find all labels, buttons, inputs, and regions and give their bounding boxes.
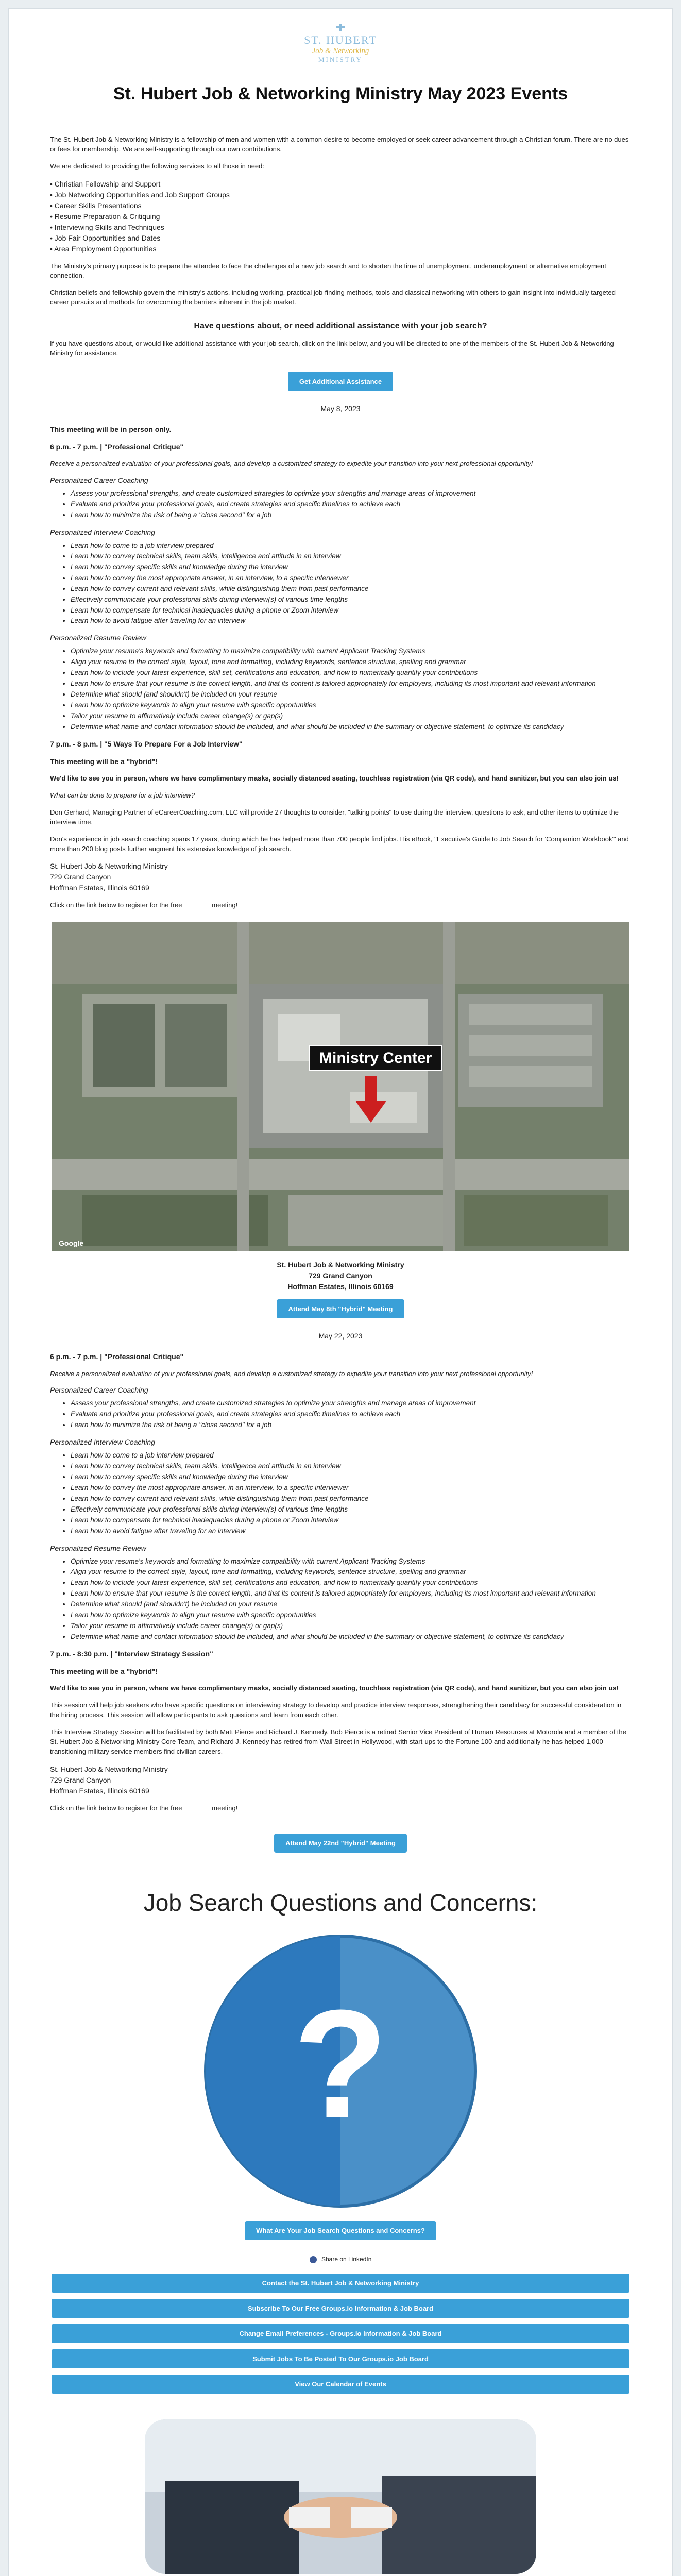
list-item: • Optimize your resume's keywords and formatting to maximize compatibility with current Applicant Tracking Systems (71, 1556, 631, 1567)
list-item: • Determine what should (and shouldn't) be included on your resume (71, 1599, 631, 1610)
cross-icon (330, 24, 351, 31)
attend-may22-button[interactable]: Attend May 22nd "Hybrid" Meeting (274, 1834, 407, 1853)
list-item: • Learn how to come to a job interview prepared (71, 1450, 631, 1461)
hybrid-description: We'd like to see you in person, where we have complimentary masks, socially distanced seating, touchless registration (via QR code), and hand sanitizer, but you can also join us! (50, 1684, 619, 1692)
venue-address (50, 1764, 631, 1797)
page-title: St. Hubert Job & Networking Ministry May 2023 Events (113, 84, 568, 104)
header (50, 9, 631, 74)
list-item: • Learn how to convey specific skills and knowledge during the interview (71, 562, 631, 573)
intro-paragraph-3: The Ministry's primary purpose is to prepare the attendee to face the challenges of a new job search and to shorten the time of unemployment, underemployment or alternative employment connection. (50, 262, 606, 280)
list-item: • Learn how to avoid fatigue after traveling for an interview (71, 616, 631, 626)
list-item: • Learn how to convey specific skills and knowledge during the interview (71, 1472, 631, 1483)
service-item: • Career Skills Presentations (50, 201, 142, 210)
list-item: • Learn how to avoid fatigue after traveling for an interview (71, 1526, 631, 1537)
logo-bottom-text: MINISTRY (318, 56, 363, 63)
interview-heading: Personalized Interview Coaching (50, 1438, 155, 1447)
resume-heading: Personalized Resume Review (50, 634, 146, 642)
list-item: • Learn how to minimize the risk of being a "close second" for a job (71, 1420, 631, 1431)
ministry-center-label: Ministry Center (309, 1045, 442, 1071)
list-item: • Learn how to ensure that your resume is the correct length, and that its content is tailored appropriately for employers, including its most important and relevant information (71, 1588, 631, 1599)
contact-button[interactable]: Contact the St. Hubert Job & Networking Ministry (52, 2274, 629, 2293)
list-item: • Learn how to optimize keywords to align your resume with specific opportunities (71, 1610, 631, 1621)
list-item: • Learn how to convey the most appropriate answer, in an interview, to a specific interviewer (71, 1483, 631, 1494)
coaching-list (71, 1398, 631, 1431)
interview-heading: Personalized Interview Coaching (50, 528, 155, 536)
list-item: • Align your resume to the correct style, layout, tone and formatting, including keywords, sentence structure, spelling and grammar (71, 1567, 631, 1578)
list-item: • Evaluate and prioritize your professional goals, and create strategies and specific timelines to achieve each (71, 499, 631, 510)
coaching-heading: Personalized Career Coaching (50, 476, 148, 485)
register-text: Click on the link below to register for the free meeting! (50, 1804, 238, 1812)
list-item: • Assess your professional strengths, and create customized strategies to optimize your strengths and manage areas of improvement (71, 1398, 631, 1409)
assistance-question: Have questions about, or need additional assistance with your job search? (194, 321, 487, 330)
list-item: • Tailor your resume to affirmatively include career change(s) or gap(s) (71, 1621, 631, 1632)
service-item: • Interviewing Skills and Techniques (50, 223, 164, 231)
attend-may8-button[interactable]: Attend May 8th "Hybrid" Meeting (277, 1299, 404, 1318)
service-item: • Resume Preparation & Critiquing (50, 212, 160, 221)
list-item: • Determine what name and contact information should be included, and what should be included in the summary or objective statement, to optimize its candidacy (71, 1632, 631, 1642)
session-time-2: 7 p.m. - 8:30 p.m. | "Interview Strategy Session" (50, 1649, 213, 1658)
address-line: 729 Grand Canyon (50, 873, 111, 882)
subscribe-button[interactable]: Subscribe To Our Free Groups.io Information & Job Board (52, 2299, 629, 2318)
handshake-icon (145, 2419, 536, 2574)
email-preferences-button[interactable]: Change Email Preferences - Groups.io Information & Job Board (52, 2324, 629, 2343)
list-item: • Learn how to convey the most appropriate answer, in an interview, to a specific interviewer (71, 573, 631, 584)
submit-jobs-button[interactable]: Submit Jobs To Be Posted To Our Groups.io Job Board (52, 2349, 629, 2368)
list-item: • Learn how to convey technical skills, team skills, intelligence and attitude in an interview (71, 551, 631, 562)
list-item: • Learn how to optimize keywords to align your resume with specific opportunities (71, 700, 631, 711)
session-time-2: 7 p.m. - 8 p.m. | "5 Ways To Prepare For a Job Interview" (50, 739, 243, 748)
svg-text:?: ? (293, 1977, 388, 2151)
list-item: • Learn how to compensate for technical inadequacies during a phone or Zoom interview (71, 1515, 631, 1526)
event-date-may22: May 22, 2023 (318, 1332, 363, 1341)
logo-mid-text: Job & Networking (312, 47, 369, 55)
list-item: • Learn how to convey current and relevant skills, while distinguishing them from past performance (71, 1494, 631, 1504)
session-time-1: 6 p.m. - 7 p.m. | "Professional Critique" (50, 1352, 184, 1361)
speaker-bio: Don's experience in job search coaching spans 17 years, during which he has helped more than 700 people find jobs. His eBook, "Executive's Guide to Job Search for 'Companion Workbook'" and more than 200 blog posts further augment his extensive knowledge of job search. (50, 835, 629, 853)
service-item: • Job Networking Opportunities and Job Support Groups (50, 190, 230, 199)
session-description: Receive a personalized evaluation of your professional goals, and develop a customized strategy to expedite your transition into your next professional opportunity! (50, 1369, 533, 1378)
aerial-photo (52, 922, 629, 1251)
list-item: • Effectively communicate your professional skills during interview(s) of various time lengths (71, 595, 631, 605)
questions-heading: Job Search Questions and Concerns: (143, 1889, 538, 1917)
resume-list (71, 1556, 631, 1642)
address-line: 729 Grand Canyon (309, 1272, 372, 1280)
address-line: 729 Grand Canyon (50, 1775, 111, 1784)
facilitator-bio: This Interview Strategy Session will be facilitated by both Matt Pierce and Richard J. Kennedy. Bob Pierce is a retired Senior Vice President of Human Resources at Motorola and a member of the St. Hubert Job & Networking Ministry Core Team, and Richard J. Kennedy has retired from Wall Street in Hollywood, with start-ups to the Fortune 100 and additionally he has helped 1,000 transitioning military service members find civilian careers. (50, 1728, 626, 1755)
linkedin-icon (310, 2256, 317, 2263)
handshake-photo (145, 2419, 536, 2574)
list-item: • Learn how to compensate for technical inadequacies during a phone or Zoom interview (71, 605, 631, 616)
coaching-heading: Personalized Career Coaching (50, 1386, 148, 1395)
ministry-logo (297, 24, 384, 64)
links-section (9, 2274, 672, 2394)
list-item: • Learn how to minimize the risk of being a "close second" for a job (71, 510, 631, 521)
coaching-list (71, 488, 631, 521)
arrow-down-icon (355, 1076, 386, 1123)
share-label: Share on LinkedIn (321, 2256, 372, 2263)
event-date-may8: May 8, 2023 (320, 404, 361, 413)
address-line: St. Hubert Job & Networking Ministry (50, 862, 168, 871)
hybrid-note: This meeting will be a "hybrid"! (50, 757, 158, 766)
session-time-1: 6 p.m. - 7 p.m. | "Professional Critique" (50, 443, 184, 451)
speaker-description: Don Gerhard, Managing Partner of eCareerCoaching.com, LLC will provide 27 thoughts to consider, "talking points" to use during the interview, questions to ask, and other items to optimize the interview time. (50, 808, 619, 826)
list-item: • Learn how to come to a job interview prepared (71, 540, 631, 551)
session-description: Receive a personalized evaluation of your professional goals, and develop a customized strategy to expedite your transition into your next professional opportunity! (50, 460, 533, 468)
address-line: Hoffman Estates, Illinois 60169 (50, 1786, 149, 1795)
intro-paragraph-4: Christian beliefs and fellowship govern the ministry's actions, including working, practical job-finding methods, tools and classical networking with others to gain insight into individually targeted career pursuits and methods for overcoming the barriers inherent in the job market. (50, 289, 616, 307)
aerial-map[interactable] (52, 922, 629, 1251)
logo-top-text: ST. HUBERT (304, 33, 377, 46)
address-line: St. Hubert Job & Networking Ministry (277, 1261, 404, 1269)
service-item: • Job Fair Opportunities and Dates (50, 233, 161, 242)
questions-button[interactable]: What Are Your Job Search Questions and Concerns? (245, 2221, 436, 2240)
map-credit: Google (59, 1239, 84, 1248)
address-line: St. Hubert Job & Networking Ministry (50, 1765, 168, 1773)
service-item: • Christian Fellowship and Support (50, 179, 161, 188)
interview-list (71, 540, 631, 626)
intro-paragraph-1: The St. Hubert Job & Networking Ministry is a fellowship of men and women with a common desire to become employed or seek career advancement through a Christian forum. There are no dues or fees for membership. We are self-supporting through our own contributions. (50, 135, 629, 153)
in-person-note: This meeting will be in person only. (50, 425, 172, 433)
register-text: Click on the link below to register for the free meeting! (50, 901, 238, 909)
service-item: • Area Employment Opportunities (50, 244, 157, 253)
list-item: • Align your resume to the correct style, layout, tone and formatting, including keywords, sentence structure, spelling and grammar (71, 657, 631, 668)
share-linkedin[interactable] (50, 2256, 631, 2263)
list-item: • Learn how to convey technical skills, team skills, intelligence and attitude in an interview (71, 1461, 631, 1472)
intro-paragraph-5: If you have questions about, or would like additional assistance with your job search, click on the link below, and you will be directed to one of the members of the St. Hubert Job & Networking Ministry for assistance. (50, 340, 614, 357)
address-line: Hoffman Estates, Illinois 60169 (50, 884, 149, 892)
question-mark-icon (201, 1932, 480, 2210)
resume-list (71, 646, 631, 732)
list-item: • Tailor your resume to affirmatively include career change(s) or gap(s) (71, 711, 631, 722)
hybrid-note: This meeting will be a "hybrid"! (50, 1667, 158, 1676)
prepare-question: What can be done to prepare for a job interview? (50, 791, 195, 800)
get-assistance-button[interactable]: Get Additional Assistance (288, 372, 393, 391)
resume-heading: Personalized Resume Review (50, 1544, 146, 1552)
services-list (50, 179, 631, 255)
calendar-button[interactable]: View Our Calendar of Events (52, 2375, 629, 2394)
venue-address (50, 861, 631, 893)
list-item: • Optimize your resume's keywords and formatting to maximize compatibility with current Applicant Tracking Systems (71, 646, 631, 657)
list-item: • Determine what should (and shouldn't) be included on your resume (71, 689, 631, 700)
list-item: • Evaluate and prioritize your professional goals, and create strategies and specific timelines to achieve each (71, 1409, 631, 1420)
hybrid-description: We'd like to see you in person, where we have complimentary masks, socially distanced seating, touchless registration (via QR code), and hand sanitizer, but you can also join us! (50, 774, 619, 783)
list-item: • Learn how to convey current and relevant skills, while distinguishing them from past performance (71, 584, 631, 595)
list-item: • Effectively communicate your professional skills during interview(s) of various time lengths (71, 1504, 631, 1515)
interview-list (71, 1450, 631, 1536)
list-item: • Assess your professional strengths, and create customized strategies to optimize your strengths and manage areas of improvement (71, 488, 631, 499)
question-graphic (50, 1932, 631, 2213)
map-address (50, 1260, 631, 1292)
address-line: Hoffman Estates, Illinois 60169 (287, 1282, 394, 1291)
session-description: This session will help job seekers who have specific questions on interviewing strategy to develop and practice interview responses, strengthening their candidacy for successful consideration in the hiring process. This session will allow participants to ask questions and learn from each other. (50, 1701, 622, 1719)
list-item: • Learn how to ensure that your resume is the correct length, and that its content is tailored appropriately for employers, including its most important and relevant information (71, 679, 631, 689)
list-item: • Learn how to include your latest experience, skill set, certifications and education, and how to numerically quantify your contributions (71, 1578, 631, 1588)
email-page (8, 8, 673, 2576)
intro-paragraph-2: We are dedicated to providing the following services to all those in need: (50, 162, 265, 170)
list-item: • Learn how to include your latest experience, skill set, certifications and education, and how to numerically quantify your contributions (71, 668, 631, 679)
list-item: • Determine what name and contact information should be included, and what should be included in the summary or objective statement, to optimize its candidacy (71, 722, 631, 733)
